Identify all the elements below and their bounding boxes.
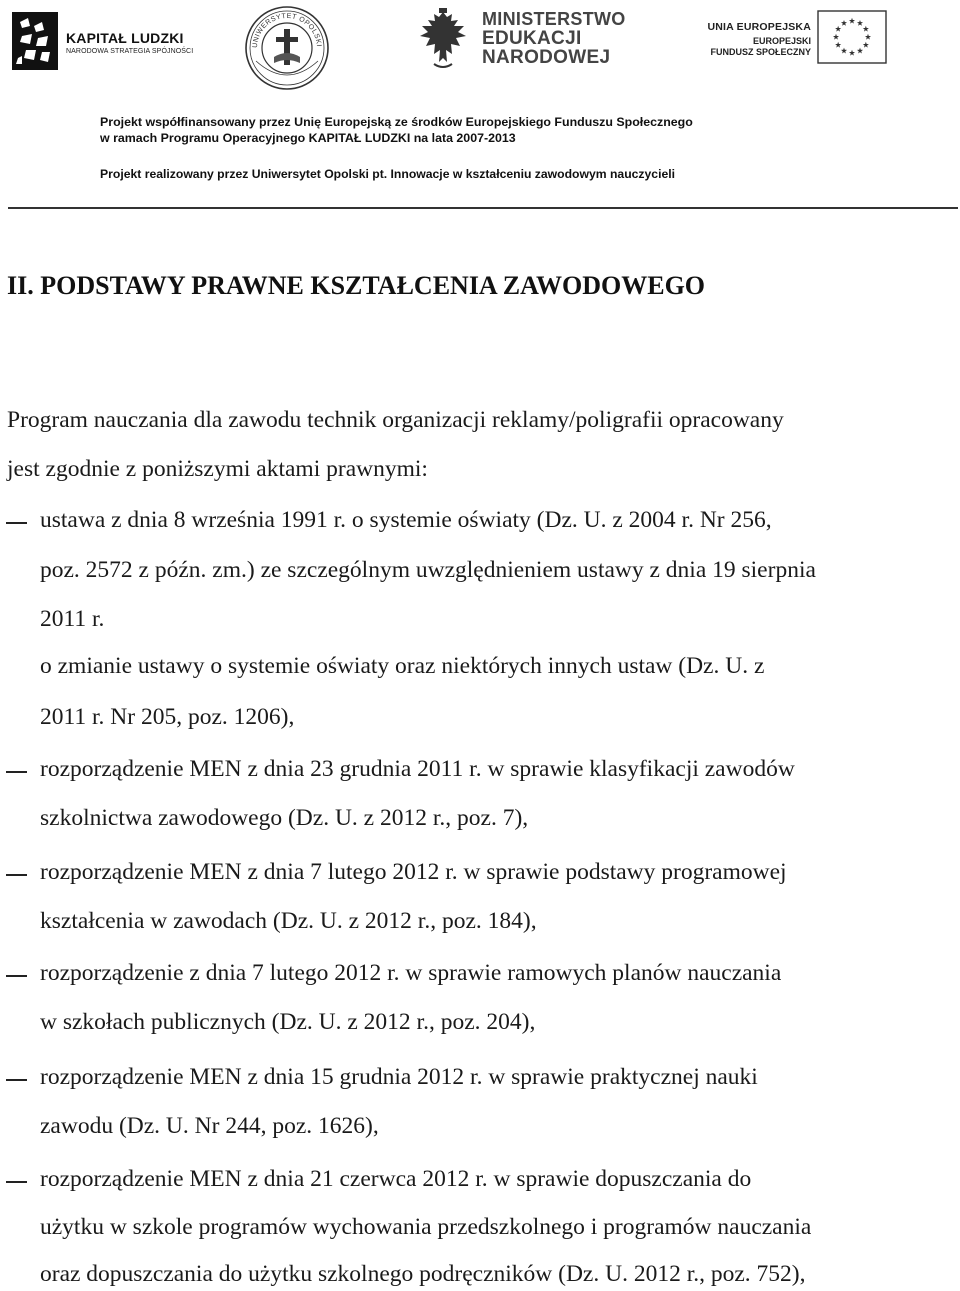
list-bullet-dash (6, 874, 27, 876)
list-item-line: użytku w szkole programów wychowania przedszkolnego i programów nauczania (40, 1214, 812, 1240)
eu-flag-icon (817, 10, 887, 64)
ministry-line-3: NARODOWEJ (482, 47, 611, 68)
banner-line-3: Projekt realizowany przez Uniwersytet Opolski pt. Innowacje w kształceniu zawodowym nauczycieli (100, 167, 676, 181)
list-item-line: rozporządzenie z dnia 7 lutego 2012 r. w sprawie ramowych planów nauczania (40, 960, 782, 986)
eagle-emblem-icon (416, 8, 470, 70)
list-item-line: kształcenia w zawodach (Dz. U. z 2012 r., poz. 184), (40, 908, 537, 934)
kapital-ludzki-mark-icon (12, 12, 58, 70)
list-bullet-dash (6, 975, 27, 977)
ministry-logo (416, 8, 646, 70)
list-item-line: rozporządzenie MEN z dnia 21 czerwca 2012 r. w sprawie dopuszczania do (40, 1166, 752, 1192)
banner-line-2: w ramach Programu Operacyjnego KAPITAŁ LUDZKI na lata 2007-2013 (100, 131, 516, 145)
list-item-line: rozporządzenie MEN z dnia 15 grudnia 2012 r. w sprawie praktycznej nauki (40, 1064, 758, 1090)
ministry-line-1: MINISTERSTWO (482, 9, 626, 29)
intro-line: Program nauczania dla zawodu technik organizacji reklamy/poligrafii opracowany (7, 407, 784, 433)
kapital-ludzki-subtitle: NARODOWA STRATEGIA SPÓJNOŚCI (66, 48, 194, 55)
eu-line-2: EUROPEJSKI (752, 36, 811, 46)
intro-line: jest zgodnie z poniższymi aktami prawnymi: (7, 456, 428, 482)
banner-line-1: Projekt współfinansowany przez Unię Europejską ze środków Europejskiego Funduszu Społecznego (100, 115, 693, 129)
kapital-ludzki-title: KAPITAŁ LUDZKI (66, 30, 184, 46)
list-item-line: 2011 r. Nr 205, poz. 1206), (40, 704, 295, 730)
list-item-line: w szkołach publicznych (Dz. U. z 2012 r., poz. 204), (40, 1009, 536, 1035)
section-heading: II. PODSTAWY PRAWNE KSZTAŁCENIA ZAWODOWEGO (7, 271, 706, 300)
list-item-line: 2011 r. (40, 606, 105, 632)
list-bullet-dash (6, 771, 27, 773)
university-seal (244, 5, 330, 91)
list-item-line: rozporządzenie MEN z dnia 7 lutego 2012 r. w sprawie podstawy programowej (40, 859, 787, 885)
university-seal-legend: UNIWERSYTET OPOLSKI (251, 12, 322, 49)
list-item-line: oraz dopuszczania do użytku szkolnego podręczników (Dz. U. 2012 r., poz. 752), (40, 1261, 806, 1287)
list-item-line: szkolnictwa zawodowego (Dz. U. z 2012 r., poz. 7), (40, 805, 529, 831)
list-item-line: zawodu (Dz. U. Nr 244, poz. 1626), (40, 1113, 379, 1139)
header-divider (8, 207, 958, 209)
eu-line-3: FUNDUSZ SPOŁECZNY (710, 47, 811, 57)
list-item-line: poz. 2572 z późn. zm.) ze szczególnym uwzględnieniem ustawy z dnia 19 sierpnia (40, 557, 816, 583)
list-item-line: o zmianie ustawy o systemie oświaty oraz niektórych innych ustaw (Dz. U. z (40, 653, 765, 679)
ministry-line-2: EDUKACJI (482, 28, 582, 49)
eu-logo (687, 10, 887, 66)
list-bullet-dash (6, 1181, 27, 1183)
list-bullet-dash (6, 1079, 27, 1081)
list-bullet-dash (6, 522, 27, 524)
eu-line-1: UNIA EUROPEJSKA (707, 21, 811, 33)
list-item-line: rozporządzenie MEN z dnia 23 grudnia 2011 r. w sprawie klasyfikacji zawodów (40, 756, 795, 782)
kapital-ludzki-logo (12, 12, 197, 70)
list-item-line: ustawa z dnia 8 września 1991 r. o systemie oświaty (Dz. U. z 2004 r. Nr 256, (40, 507, 772, 533)
university-seal-icon (244, 5, 330, 91)
